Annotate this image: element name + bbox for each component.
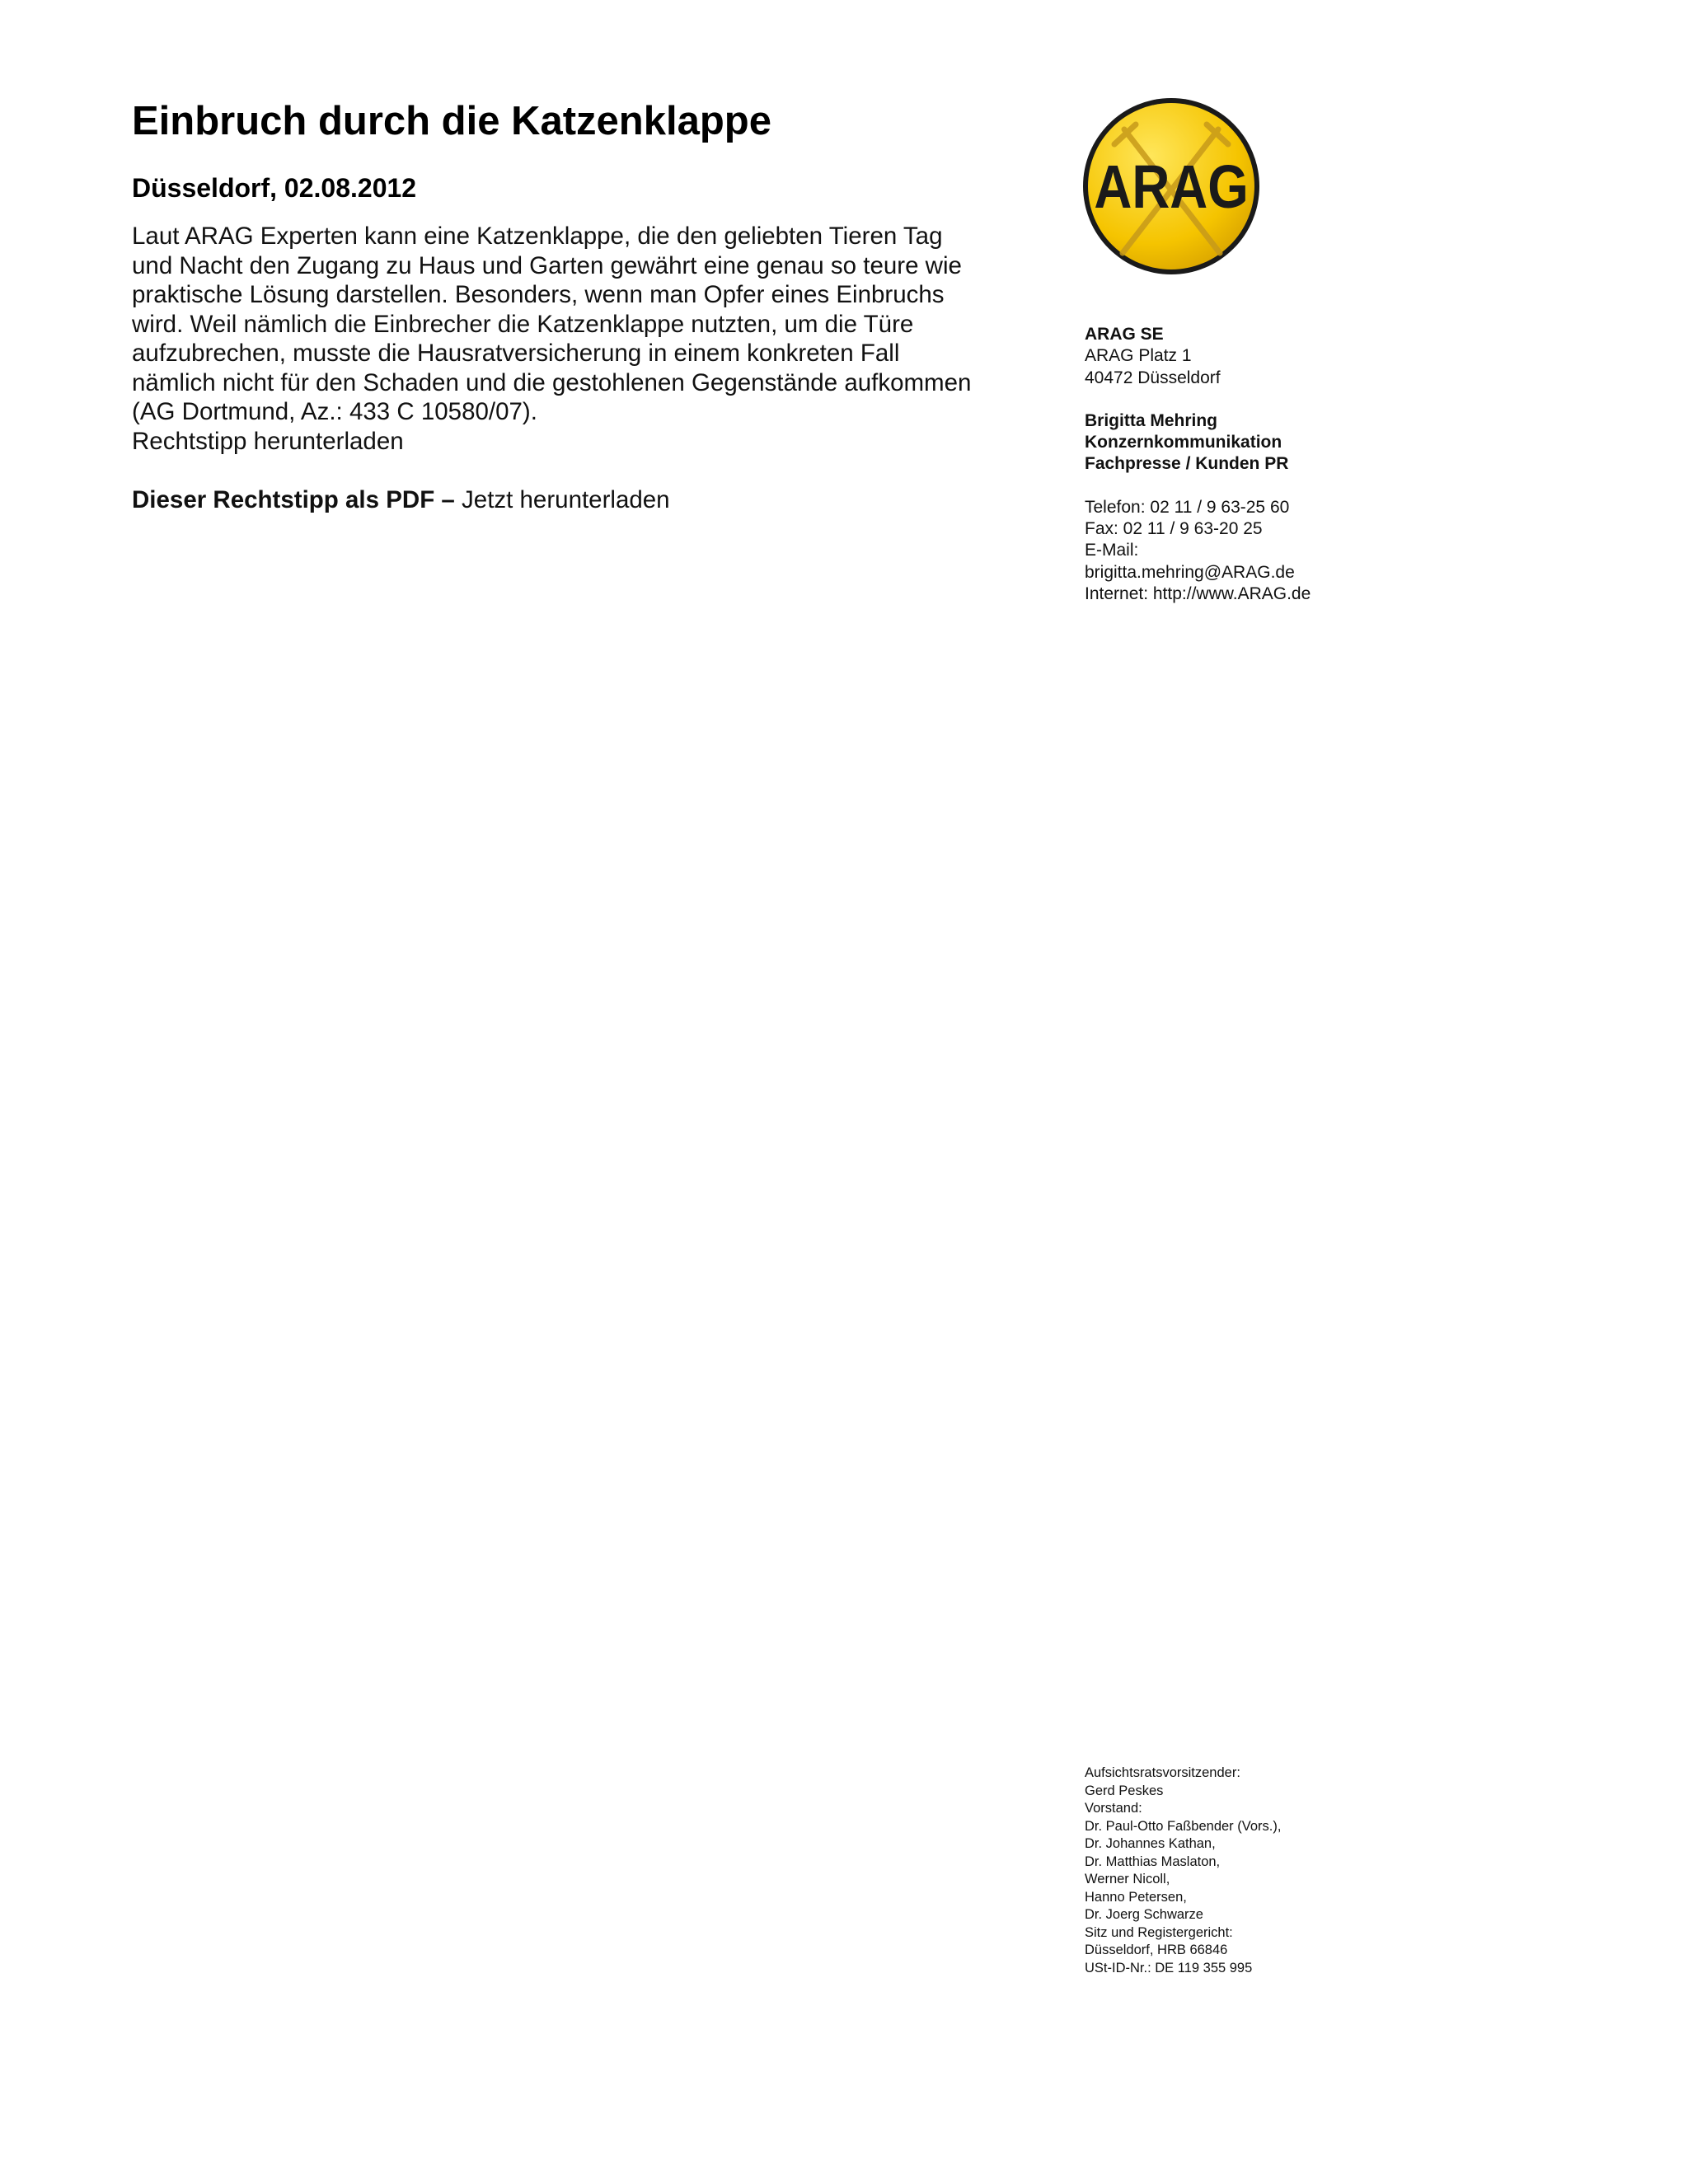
body-line: nämlich nicht für den Schaden und die gestohlenen Gegenstände aufkommen — [132, 368, 972, 396]
contact-details — [1085, 497, 1431, 605]
body-line: und Nacht den Zugang zu Haus und Garten gewährt eine genau so teure wie — [132, 251, 962, 279]
contact-sidebar — [1085, 324, 1431, 626]
contact-role: Fachpresse / Kunden PR — [1085, 454, 1289, 474]
logo-text: ARAG — [1094, 152, 1249, 222]
company-street: ARAG Platz 1 — [1085, 346, 1192, 366]
pdf-download-row — [132, 485, 1006, 515]
footer-line: Dr. Johannes Kathan, — [1085, 1836, 1216, 1851]
footer-line: Aufsichtsratsvorsitzender: — [1085, 1765, 1240, 1780]
contact-phone: Telefon: 02 11 / 9 63-25 60 — [1085, 497, 1290, 517]
pdf-download-link[interactable]: Jetzt herunterladen — [462, 486, 670, 514]
body-line: (AG Dortmund, Az.: 433 C 10580/07). — [132, 398, 537, 426]
pdf-label: Dieser Rechtstipp als PDF – — [132, 486, 455, 514]
contact-email-label: E-Mail: — [1085, 541, 1139, 560]
footer-line: Gerd Peskes — [1085, 1783, 1164, 1798]
footer-line: Werner Nicoll, — [1085, 1872, 1170, 1886]
legal-footer — [1085, 1765, 1431, 1977]
contact-name: Brigitta Mehring — [1085, 410, 1217, 430]
footer-line: USt-ID-Nr.: DE 119 355 995 — [1085, 1960, 1253, 1975]
contact-internet-link[interactable]: Internet: http://www.ARAG.de — [1085, 583, 1311, 603]
article — [132, 97, 1006, 515]
contact-email-link[interactable]: brigitta.mehring@ARAG.de — [1085, 562, 1295, 582]
footer-line: Hanno Petersen, — [1085, 1889, 1187, 1905]
body-line: praktische Lösung darstellen. Besonders, wenn man Opfer eines Einbruchs — [132, 281, 945, 309]
arag-logo — [1081, 96, 1261, 276]
article-dateline: Düsseldorf, 02.08.2012 — [132, 172, 417, 203]
footer-line: Sitz und Registergericht: — [1085, 1924, 1233, 1940]
footer-line: Dr. Matthias Maslaton, — [1085, 1854, 1221, 1869]
article-body — [132, 222, 1006, 456]
body-line: aufzubrechen, musste die Hausratversicherung in einem konkreten Fall — [132, 340, 900, 368]
contact-fax: Fax: 02 11 / 9 63-20 25 — [1085, 519, 1263, 539]
footer-line: Dr. Joerg Schwarze — [1085, 1907, 1203, 1922]
company-name: ARAG SE — [1085, 325, 1164, 344]
article-title: Einbruch durch die Katzenklappe — [132, 99, 771, 143]
footer-line: Düsseldorf, HRB 66846 — [1085, 1943, 1228, 1957]
contact-person — [1085, 410, 1431, 476]
footer-line: Vorstand: — [1085, 1801, 1142, 1816]
download-link[interactable]: Rechtstipp herunterladen — [132, 427, 404, 455]
body-line: wird. Weil nämlich die Einbrecher die Katzenklappe nutzten, um die Türe — [132, 310, 914, 338]
contact-department: Konzernkommunikation — [1085, 433, 1282, 452]
company-address — [1085, 324, 1431, 389]
company-city: 40472 Düsseldorf — [1085, 368, 1221, 387]
body-line: Laut ARAG Experten kann eine Katzenklappe, die den geliebten Tieren Tag — [132, 223, 943, 251]
footer-line: Dr. Paul-Otto Faßbender (Vors.), — [1085, 1818, 1282, 1834]
